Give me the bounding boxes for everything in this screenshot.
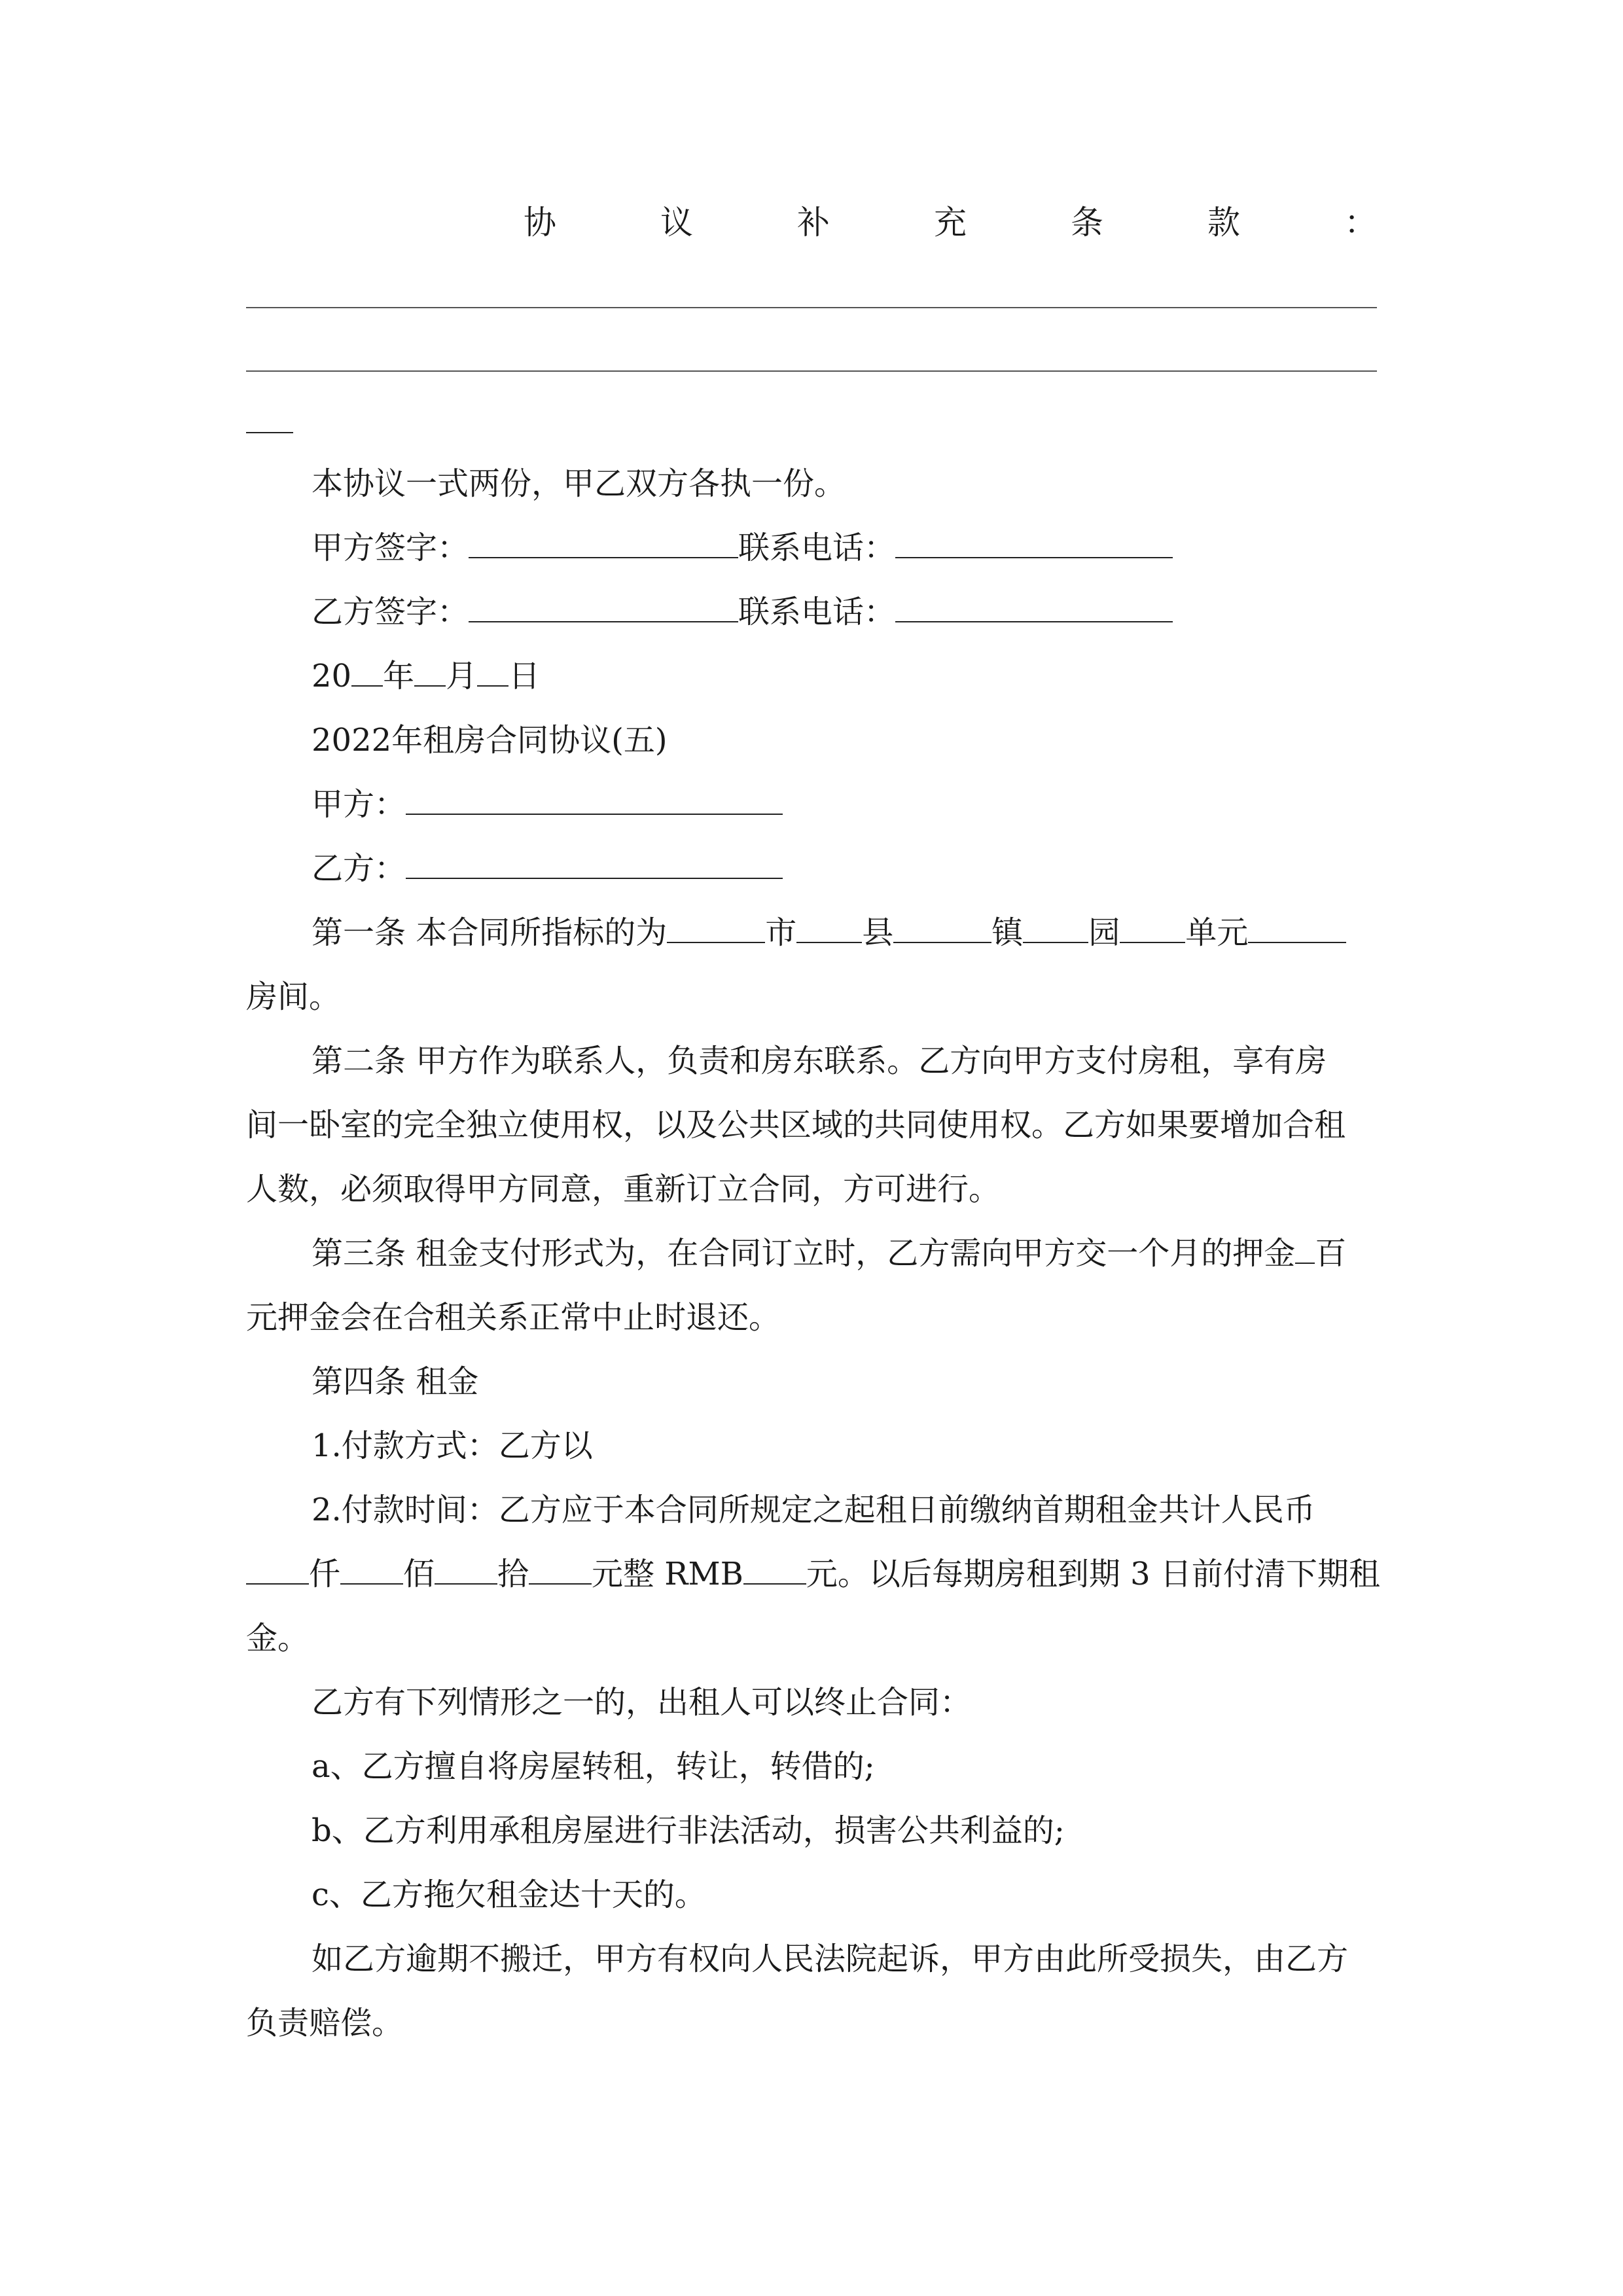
party-b-phone-label: 联系电话：	[738, 594, 896, 630]
article-3-line-1	[246, 1221, 1377, 1285]
article-1-lead: 第一条 本合同所指标的为	[312, 914, 668, 951]
title-char: 条	[1071, 204, 1103, 242]
article-2-line-1: 第二条 甲方作为联系人，负责和房东联系。乙方向甲方支付房租，享有房	[312, 1043, 1327, 1079]
payment-after-text: 元。以后每期房租到期 3 日前付清下期租	[806, 1556, 1380, 1592]
article-3-text: 第三条 租金支付形式为，在合同订立时，乙方需向甲方交一个月的押金	[312, 1235, 1296, 1272]
month-label: 月	[446, 658, 478, 694]
blank-line-3	[246, 432, 293, 433]
date-line	[246, 644, 1377, 708]
article-1-room: 房间。	[246, 978, 341, 1015]
overdue-line-1: 如乙方逾期不搬迁，甲方有权向人民法院起诉，甲方由此所受损失，由乙方	[312, 1941, 1349, 1977]
article-1	[246, 901, 1377, 965]
party-a-signature-row	[246, 516, 1377, 580]
blank-line-2	[246, 370, 1377, 372]
termination-lead: 乙方有下列情形之一的，出租人可以终止合同：	[312, 1684, 972, 1721]
party-a-sign-blank	[469, 518, 738, 558]
month-blank	[414, 646, 446, 687]
party-a-label: 甲方：	[312, 786, 406, 823]
title-char: 充	[934, 204, 967, 242]
rmb-blank	[743, 1544, 806, 1585]
title-char: 协	[524, 204, 556, 242]
party-b-sign-label: 乙方签字：	[312, 594, 469, 630]
article-4-title: 第四条 租金	[312, 1363, 479, 1400]
article-3-line-2: 元押金会在合租关系正常中止时退还。	[246, 1299, 781, 1336]
payment-time: 2.付款时间：乙方应于本合同所规定之起租日前缴纳首期租金共计人民币	[312, 1492, 1315, 1528]
party-b-sign-blank	[469, 582, 738, 622]
blank-line-1	[246, 307, 1377, 308]
qian-blank	[246, 1544, 309, 1585]
qian-label: 仟	[309, 1556, 341, 1592]
unit-blank	[1120, 903, 1185, 943]
article-3-hundred: 百	[1315, 1235, 1347, 1272]
day-blank	[477, 646, 508, 687]
party-a-row	[246, 772, 1377, 836]
party-b-signature-row	[246, 580, 1377, 644]
overdue-line-2: 负责赔偿。	[246, 2005, 404, 2041]
yuan-zheng-label: 元整 RMB	[592, 1556, 743, 1592]
shi-blank	[435, 1544, 497, 1585]
date-prefix: 20	[312, 658, 352, 694]
termination-item-a: a、乙方擅自将房屋转租，转让，转借的;	[312, 1748, 875, 1785]
supplement-title	[524, 196, 1377, 243]
party-b-phone-blank	[895, 582, 1173, 622]
year-label: 年	[383, 658, 415, 694]
day-label: 日	[508, 658, 541, 694]
payment-method: 1.付款方式：乙方以	[312, 1427, 593, 1464]
copies-note: 本协议一式两份，甲乙双方各执一份。	[312, 465, 846, 502]
city-label: 市	[765, 914, 797, 951]
payment-end: 金。	[246, 1620, 310, 1657]
party-a-blank	[406, 774, 783, 815]
party-a-sign-label: 甲方签字：	[312, 529, 469, 566]
city-blank	[667, 903, 765, 943]
party-b-label: 乙方：	[312, 850, 406, 887]
year-blank	[351, 646, 383, 687]
deposit-blank	[1295, 1223, 1315, 1264]
bai-label: 佰	[403, 1556, 435, 1592]
town-label: 镇	[991, 914, 1024, 951]
yuan-blank	[529, 1544, 592, 1585]
bai-blank	[340, 1544, 403, 1585]
unit-label: 单元	[1185, 914, 1249, 951]
title-char: 补	[797, 204, 830, 242]
garden-blank	[1023, 903, 1088, 943]
termination-item-b: b、乙方利用承租房屋进行非法活动，损害公共利益的;	[312, 1812, 1065, 1849]
article-2-line-2: 间一卧室的完全独立使用权，以及公共区域的共同使用权。乙方如果要增加合租	[246, 1107, 1346, 1143]
room-blank	[1248, 903, 1346, 943]
party-a-phone-label: 联系电话：	[738, 529, 896, 566]
garden-label: 园	[1088, 914, 1120, 951]
county-blank	[796, 903, 862, 943]
termination-item-c: c、乙方拖欠租金达十天的。	[312, 1876, 706, 1913]
shi-label: 拾	[497, 1556, 529, 1592]
party-b-row	[246, 836, 1377, 901]
party-b-blank	[406, 838, 783, 879]
contract-title: 2022年租房合同协议(五)	[312, 722, 668, 759]
title-char: 款	[1207, 204, 1240, 242]
title-char: 议	[660, 204, 693, 242]
town-blank	[893, 903, 991, 943]
article-2-line-3: 人数，必须取得甲方同意，重新订立合同，方可进行。	[246, 1171, 1001, 1208]
party-a-phone-blank	[895, 518, 1173, 558]
title-char: ：	[1344, 204, 1377, 242]
county-label: 县	[862, 914, 894, 951]
payment-amount-line	[246, 1542, 1380, 1606]
